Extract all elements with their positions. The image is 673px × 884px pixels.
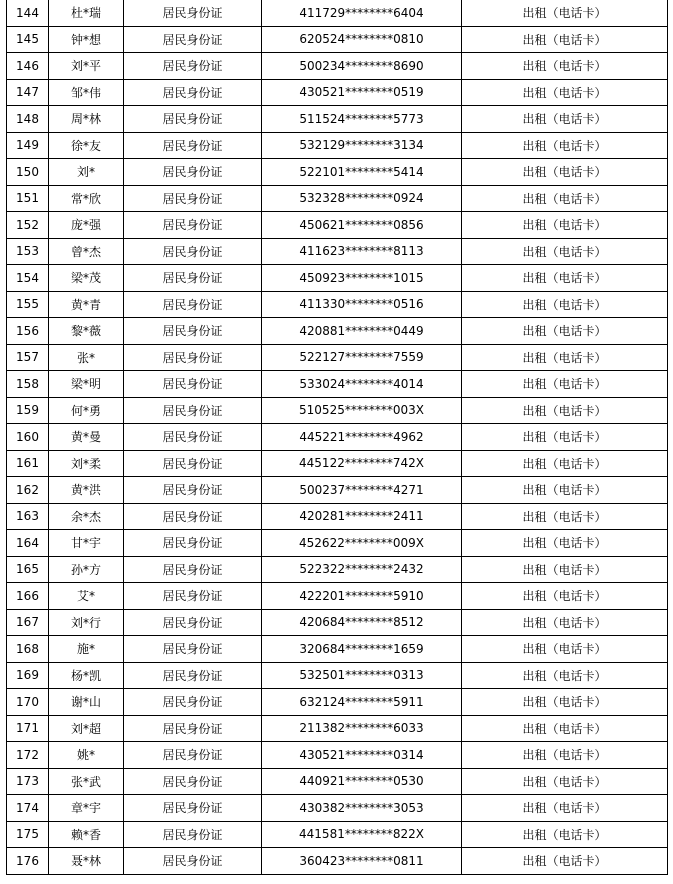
id-type-cell: 居民身份证 — [124, 26, 262, 53]
table-row — [7, 53, 668, 80]
name-cell: 余*杰 — [49, 503, 124, 530]
id-number-cell: 532328********0924 — [262, 185, 462, 212]
row-number-cell: 160 — [7, 424, 49, 451]
name-cell: 赖*香 — [49, 821, 124, 848]
name-cell: 黄*曼 — [49, 424, 124, 451]
id-type-cell: 居民身份证 — [124, 291, 262, 318]
id-number-cell: 422201********5910 — [262, 583, 462, 610]
id-type-cell: 居民身份证 — [124, 715, 262, 742]
id-type-cell: 居民身份证 — [124, 185, 262, 212]
usage-cell: 出租（电话卡） — [462, 212, 668, 239]
id-type-cell: 居民身份证 — [124, 662, 262, 689]
id-number-cell: 360423********0811 — [262, 848, 462, 875]
usage-cell: 出租（电话卡） — [462, 291, 668, 318]
id-number-cell: 532129********3134 — [262, 132, 462, 159]
usage-cell: 出租（电话卡） — [462, 424, 668, 451]
row-number-cell: 152 — [7, 212, 49, 239]
table-row — [7, 768, 668, 795]
row-number-cell: 164 — [7, 530, 49, 557]
table-row — [7, 79, 668, 106]
usage-cell: 出租（电话卡） — [462, 689, 668, 716]
table-row — [7, 212, 668, 239]
id-number-cell: 522101********5414 — [262, 159, 462, 186]
id-type-cell: 居民身份证 — [124, 424, 262, 451]
usage-cell: 出租（电话卡） — [462, 106, 668, 133]
table-row — [7, 291, 668, 318]
table-row — [7, 344, 668, 371]
id-number-cell: 510525********003X — [262, 397, 462, 424]
id-number-cell: 320684********1659 — [262, 636, 462, 663]
row-number-cell: 168 — [7, 636, 49, 663]
name-cell: 庞*强 — [49, 212, 124, 239]
table-row — [7, 132, 668, 159]
name-cell: 艾* — [49, 583, 124, 610]
id-type-cell: 居民身份证 — [124, 742, 262, 769]
row-number-cell: 144 — [7, 0, 49, 26]
id-type-cell: 居民身份证 — [124, 609, 262, 636]
name-cell: 杨*凯 — [49, 662, 124, 689]
row-number-cell: 166 — [7, 583, 49, 610]
name-cell: 曾*杰 — [49, 238, 124, 265]
id-type-cell: 居民身份证 — [124, 318, 262, 345]
id-type-cell: 居民身份证 — [124, 450, 262, 477]
table-row — [7, 742, 668, 769]
name-cell: 黎*薇 — [49, 318, 124, 345]
id-type-cell: 居民身份证 — [124, 106, 262, 133]
id-number-cell: 411330********0516 — [262, 291, 462, 318]
id-type-cell: 居民身份证 — [124, 503, 262, 530]
table-row — [7, 450, 668, 477]
id-type-cell: 居民身份证 — [124, 265, 262, 292]
table-row — [7, 477, 668, 504]
table-row — [7, 185, 668, 212]
row-number-cell: 149 — [7, 132, 49, 159]
name-cell: 章*宇 — [49, 795, 124, 822]
name-cell: 刘*柔 — [49, 450, 124, 477]
row-number-cell: 175 — [7, 821, 49, 848]
id-type-cell: 居民身份证 — [124, 0, 262, 26]
id-number-cell: 500237********4271 — [262, 477, 462, 504]
id-number-cell: 430521********0519 — [262, 79, 462, 106]
id-number-cell: 445122********742X — [262, 450, 462, 477]
table-row — [7, 106, 668, 133]
name-cell: 孙*方 — [49, 556, 124, 583]
usage-cell: 出租（电话卡） — [462, 397, 668, 424]
id-number-cell: 532501********0313 — [262, 662, 462, 689]
id-number-cell: 500234********8690 — [262, 53, 462, 80]
name-cell: 张*武 — [49, 768, 124, 795]
name-cell: 何*勇 — [49, 397, 124, 424]
table-row — [7, 530, 668, 557]
row-number-cell: 161 — [7, 450, 49, 477]
table-row — [7, 159, 668, 186]
row-number-cell: 158 — [7, 371, 49, 398]
usage-cell: 出租（电话卡） — [462, 715, 668, 742]
name-cell: 谢*山 — [49, 689, 124, 716]
name-cell: 梁*明 — [49, 371, 124, 398]
table-row — [7, 583, 668, 610]
id-type-cell: 居民身份证 — [124, 371, 262, 398]
usage-cell: 出租（电话卡） — [462, 450, 668, 477]
usage-cell: 出租（电话卡） — [462, 265, 668, 292]
table-row — [7, 821, 668, 848]
id-type-cell: 居民身份证 — [124, 530, 262, 557]
id-number-cell: 452622********009X — [262, 530, 462, 557]
row-number-cell: 163 — [7, 503, 49, 530]
id-type-cell: 居民身份证 — [124, 795, 262, 822]
usage-cell: 出租（电话卡） — [462, 53, 668, 80]
id-type-cell: 居民身份证 — [124, 79, 262, 106]
usage-cell: 出租（电话卡） — [462, 821, 668, 848]
row-number-cell: 165 — [7, 556, 49, 583]
table-row — [7, 556, 668, 583]
usage-cell: 出租（电话卡） — [462, 318, 668, 345]
name-cell: 刘*超 — [49, 715, 124, 742]
id-number-cell: 450923********1015 — [262, 265, 462, 292]
id-type-cell: 居民身份证 — [124, 636, 262, 663]
name-cell: 甘*宇 — [49, 530, 124, 557]
table-row — [7, 715, 668, 742]
usage-cell: 出租（电话卡） — [462, 848, 668, 875]
table-row — [7, 689, 668, 716]
id-number-cell: 411729********6404 — [262, 0, 462, 26]
row-number-cell: 170 — [7, 689, 49, 716]
table-row — [7, 848, 668, 875]
name-cell: 常*欣 — [49, 185, 124, 212]
row-number-cell: 167 — [7, 609, 49, 636]
row-number-cell: 162 — [7, 477, 49, 504]
records-table — [6, 0, 668, 875]
id-type-cell: 居民身份证 — [124, 556, 262, 583]
id-number-cell: 522322********2432 — [262, 556, 462, 583]
name-cell: 钟*想 — [49, 26, 124, 53]
id-type-cell: 居民身份证 — [124, 397, 262, 424]
name-cell: 周*林 — [49, 106, 124, 133]
id-number-cell: 430521********0314 — [262, 742, 462, 769]
name-cell: 徐*友 — [49, 132, 124, 159]
table-row — [7, 371, 668, 398]
id-number-cell: 522127********7559 — [262, 344, 462, 371]
id-type-cell: 居民身份证 — [124, 583, 262, 610]
table-row — [7, 26, 668, 53]
name-cell: 施* — [49, 636, 124, 663]
table-row — [7, 795, 668, 822]
id-type-cell: 居民身份证 — [124, 132, 262, 159]
usage-cell: 出租（电话卡） — [462, 26, 668, 53]
table-row — [7, 662, 668, 689]
row-number-cell: 154 — [7, 265, 49, 292]
table-row — [7, 636, 668, 663]
row-number-cell: 156 — [7, 318, 49, 345]
name-cell: 邹*伟 — [49, 79, 124, 106]
name-cell: 张* — [49, 344, 124, 371]
id-type-cell: 居民身份证 — [124, 689, 262, 716]
id-type-cell: 居民身份证 — [124, 477, 262, 504]
row-number-cell: 153 — [7, 238, 49, 265]
usage-cell: 出租（电话卡） — [462, 556, 668, 583]
id-type-cell: 居民身份证 — [124, 159, 262, 186]
row-number-cell: 169 — [7, 662, 49, 689]
usage-cell: 出租（电话卡） — [462, 132, 668, 159]
row-number-cell: 176 — [7, 848, 49, 875]
id-number-cell: 420684********8512 — [262, 609, 462, 636]
name-cell: 杜*瑞 — [49, 0, 124, 26]
records-table-body — [7, 0, 668, 874]
row-number-cell: 157 — [7, 344, 49, 371]
row-number-cell: 147 — [7, 79, 49, 106]
id-type-cell: 居民身份证 — [124, 768, 262, 795]
usage-cell: 出租（电话卡） — [462, 371, 668, 398]
row-number-cell: 151 — [7, 185, 49, 212]
usage-cell: 出租（电话卡） — [462, 795, 668, 822]
row-number-cell: 155 — [7, 291, 49, 318]
usage-cell: 出租（电话卡） — [462, 238, 668, 265]
row-number-cell: 159 — [7, 397, 49, 424]
id-type-cell: 居民身份证 — [124, 53, 262, 80]
usage-cell: 出租（电话卡） — [462, 344, 668, 371]
table-row — [7, 0, 668, 26]
id-number-cell: 411623********8113 — [262, 238, 462, 265]
usage-cell: 出租（电话卡） — [462, 185, 668, 212]
usage-cell: 出租（电话卡） — [462, 0, 668, 26]
usage-cell: 出租（电话卡） — [462, 159, 668, 186]
usage-cell: 出租（电话卡） — [462, 609, 668, 636]
id-number-cell: 211382********6033 — [262, 715, 462, 742]
usage-cell: 出租（电话卡） — [462, 530, 668, 557]
usage-cell: 出租（电话卡） — [462, 662, 668, 689]
usage-cell: 出租（电话卡） — [462, 79, 668, 106]
id-number-cell: 533024********4014 — [262, 371, 462, 398]
id-number-cell: 420881********0449 — [262, 318, 462, 345]
id-type-cell: 居民身份证 — [124, 821, 262, 848]
id-number-cell: 632124********5911 — [262, 689, 462, 716]
id-number-cell: 420281********2411 — [262, 503, 462, 530]
row-number-cell: 173 — [7, 768, 49, 795]
id-number-cell: 440921********0530 — [262, 768, 462, 795]
id-number-cell: 511524********5773 — [262, 106, 462, 133]
table-row — [7, 609, 668, 636]
name-cell: 刘* — [49, 159, 124, 186]
id-number-cell: 620524********0810 — [262, 26, 462, 53]
id-number-cell: 430382********3053 — [262, 795, 462, 822]
row-number-cell: 146 — [7, 53, 49, 80]
id-number-cell: 450621********0856 — [262, 212, 462, 239]
name-cell: 梁*茂 — [49, 265, 124, 292]
row-number-cell: 171 — [7, 715, 49, 742]
row-number-cell: 145 — [7, 26, 49, 53]
usage-cell: 出租（电话卡） — [462, 742, 668, 769]
usage-cell: 出租（电话卡） — [462, 768, 668, 795]
usage-cell: 出租（电话卡） — [462, 477, 668, 504]
table-row — [7, 397, 668, 424]
table-row — [7, 238, 668, 265]
id-number-cell: 445221********4962 — [262, 424, 462, 451]
row-number-cell: 172 — [7, 742, 49, 769]
row-number-cell: 150 — [7, 159, 49, 186]
row-number-cell: 174 — [7, 795, 49, 822]
table-row — [7, 424, 668, 451]
name-cell: 聂*林 — [49, 848, 124, 875]
table-row — [7, 265, 668, 292]
table-row — [7, 503, 668, 530]
usage-cell: 出租（电话卡） — [462, 503, 668, 530]
name-cell: 刘*平 — [49, 53, 124, 80]
name-cell: 黄*洪 — [49, 477, 124, 504]
row-number-cell: 148 — [7, 106, 49, 133]
name-cell: 刘*行 — [49, 609, 124, 636]
id-type-cell: 居民身份证 — [124, 238, 262, 265]
id-type-cell: 居民身份证 — [124, 344, 262, 371]
id-type-cell: 居民身份证 — [124, 212, 262, 239]
name-cell: 姚* — [49, 742, 124, 769]
id-type-cell: 居民身份证 — [124, 848, 262, 875]
name-cell: 黄*青 — [49, 291, 124, 318]
table-row — [7, 318, 668, 345]
usage-cell: 出租（电话卡） — [462, 636, 668, 663]
usage-cell: 出租（电话卡） — [462, 583, 668, 610]
id-number-cell: 441581********822X — [262, 821, 462, 848]
